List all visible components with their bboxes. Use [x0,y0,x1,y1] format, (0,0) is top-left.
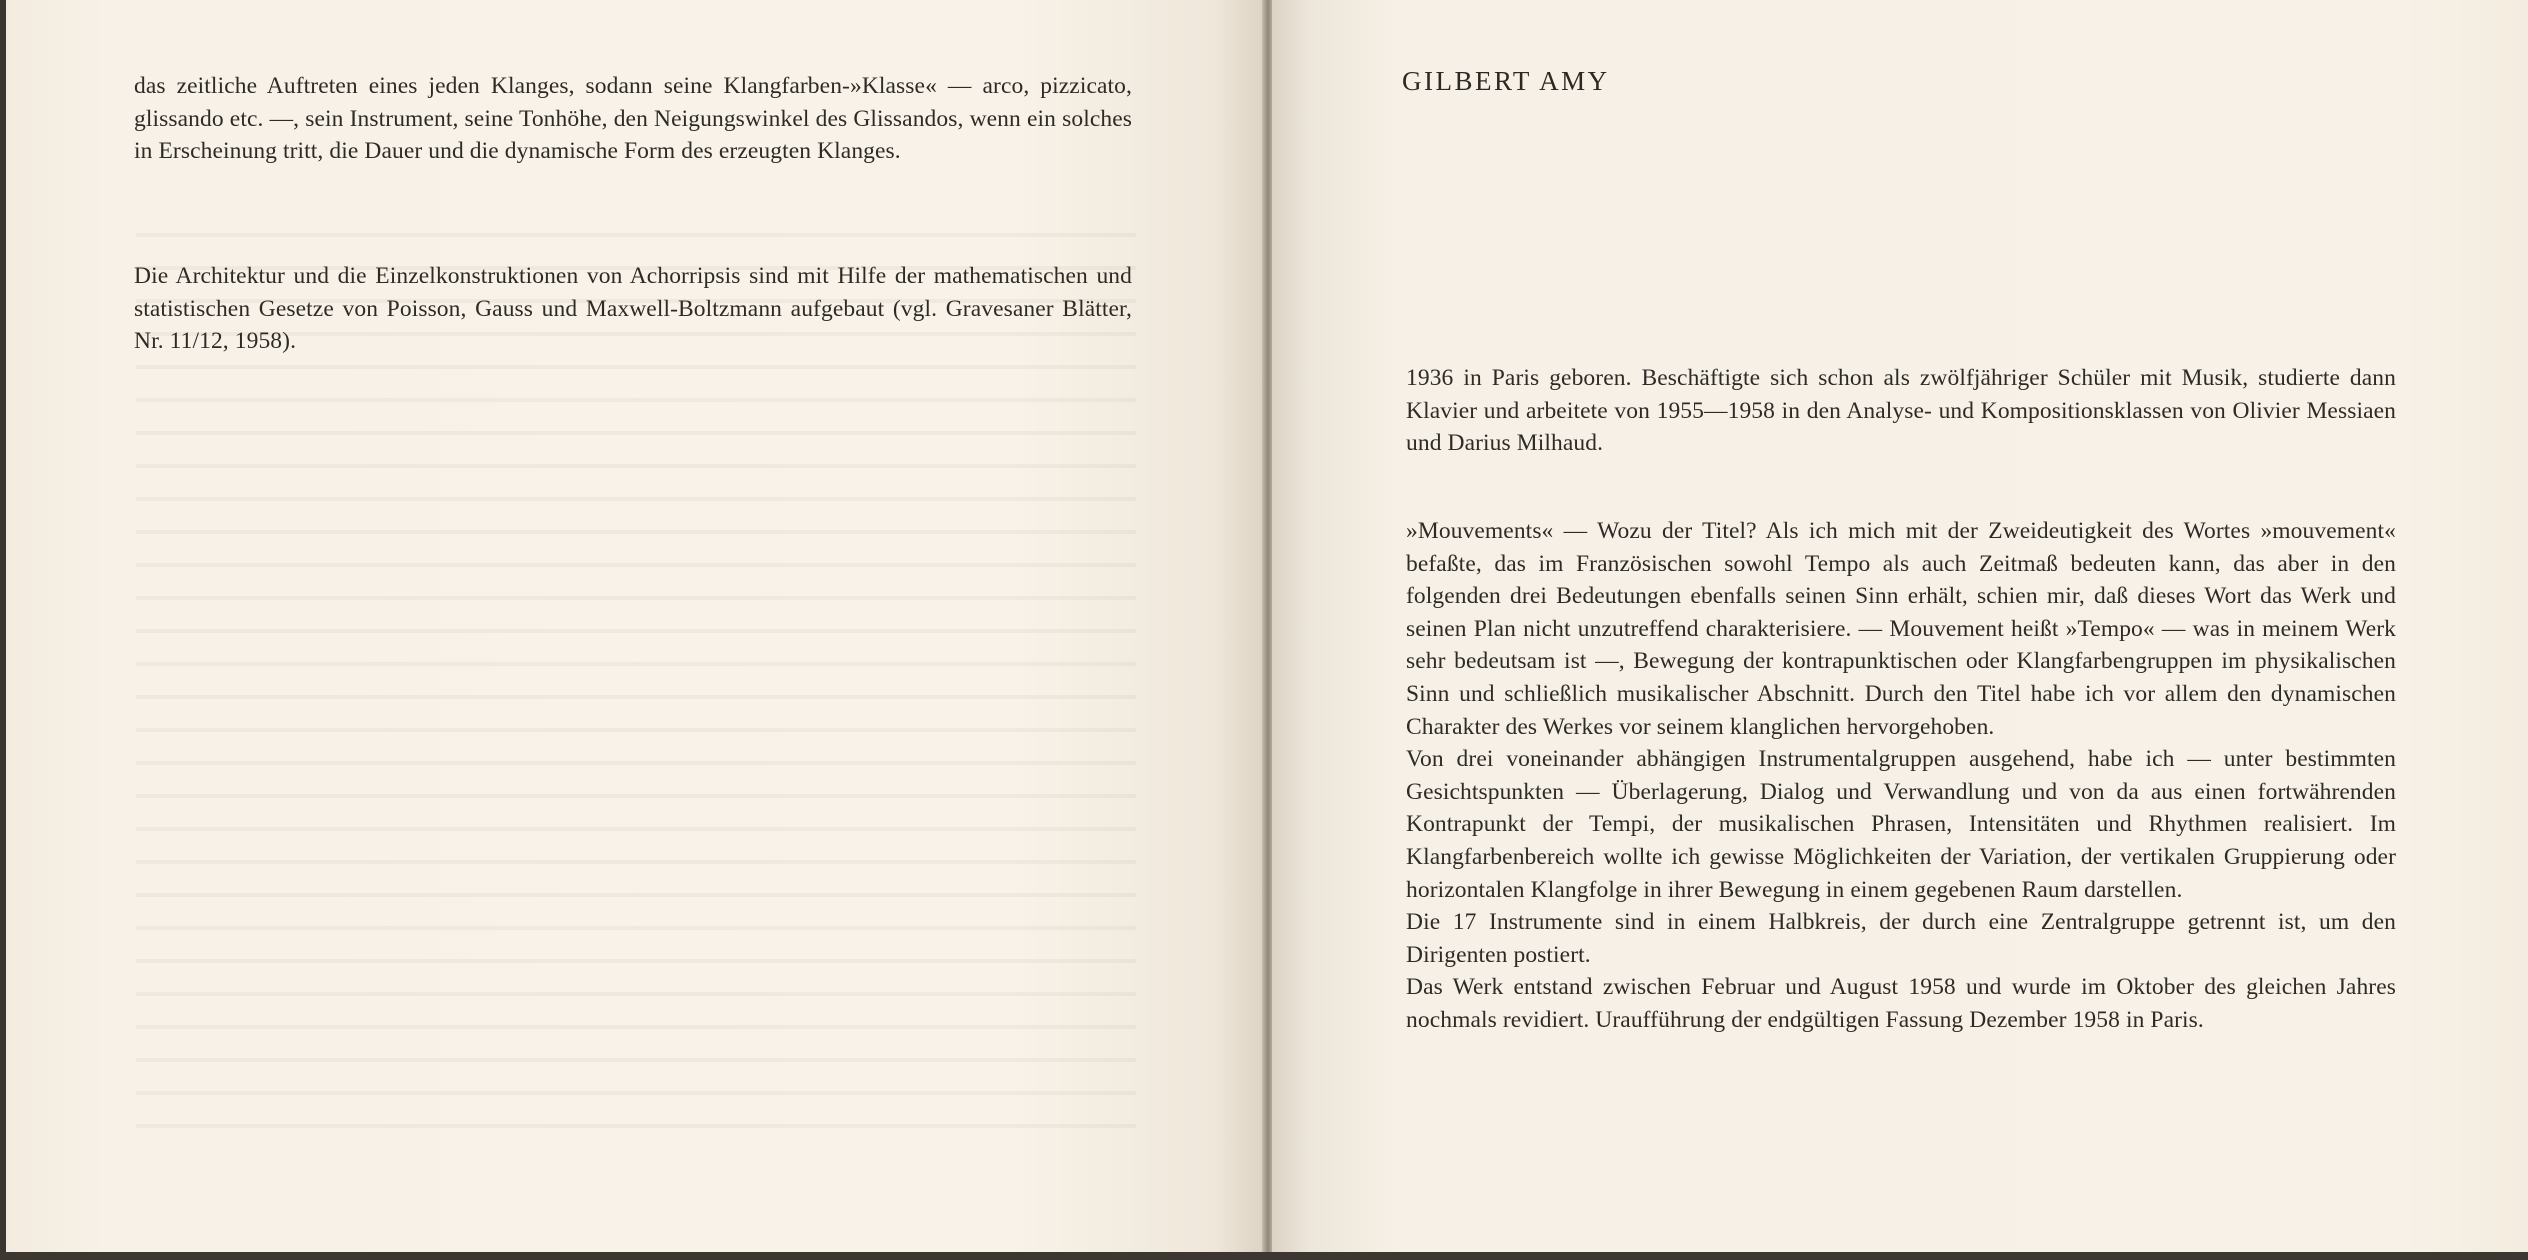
author-bio [1406,362,2396,460]
author-bio-text: 1936 in Paris geboren. Beschäftigte sich schon als zwölfjähriger Schüler mit Musik, studierte dann Klavier und arbeitete von 1955—1958 in den Analyse- und Kompositionsklassen von Olivier Messiaen und Darius Milhaud. [1406,365,2396,457]
left-paragraph-1 [134,70,1132,168]
work-paragraph: Die 17 Instrumente sind in einem Halbkreis, der durch eine Zentralgruppe getrennt ist, um den Dirigenten postiert. [1406,909,2396,968]
work-paragraph: »Mouvements« — Wozu der Titel? Als ich mich mit der Zweideutigkeit des Wortes »mouvement« befaßte, das im Französischen sowohl Tempo als auch Zeitmaß bedeuten kann, das aber in den folgenden drei Bedeutungen ebenfalls seinen Sinn erhält, schien mir, daß dieses Wort das Werk und seinen Plan nicht unzutreffend charakterisiere. — Mouvement heißt »Tempo« — was in meinem Werk sehr bedeutsam ist —, Bewegung der kontrapunktischen oder Klangfarbengruppen im physikalischen Sinn und schließlich musikalischer Abschnitt. Durch den Titel habe ich vor allem den dynamischen Charakter des Werkes vor seinem klanglichen hervorgehoben. [1406,518,2396,740]
left-paragraph-2 [134,260,1132,358]
work-paragraph: Das Werk entstand zwischen Februar und August 1958 und wurde im Oktober des gleichen Jahres nochmals revidiert. Uraufführung der endgültigen Fassung Dezember 1958 in Paris. [1406,974,2396,1033]
work-paragraph: Von drei voneinander abhängigen Instrumentalgruppen ausgehend, habe ich — unter bestimmten Gesichtspunkten — Überlagerung, Dialog und Verwandlung und von da aus einen fortwährenden Kontrapunkt der Tempi, der musikalischen Phrasen, Intensitäten und Rhythmen realisiert. Im Klangfarbenbereich wollte ich gewisse Möglichkeiten der Variation, der vertikalen Gruppierung oder horizontalen Klangfolge in ihrer Bewegung in einem gegebenen Raum darstellen. [1406,746,2396,903]
right-page [1272,0,2528,1254]
left-paragraph-2-text: Die Architektur und die Einzelkonstruktionen von Achorripsis sind mit Hilfe der mathematischen und statistischen Gesetze von Poisson, Gauss und Maxwell-Boltzmann aufgebaut (vgl. Gravesaner Blätter, Nr. 11/12, 1958). [134,263,1132,355]
left-page [6,0,1264,1254]
author-heading: GILBERT AMY [1402,66,1610,96]
left-paragraph-1-text: das zeitliche Auftreten eines jeden Klanges, sodann seine Klangfarben-»Klasse« — arco, pizzicato, glissando etc. —, sein Instrument, seine Tonhöhe, den Neigungswinkel des Glissandos, wenn ein solches in Erscheinung tritt, die Dauer und die dynamische Form des erzeugten Klanges. [134,73,1132,165]
table-surface-edge [0,1252,2528,1260]
work-description [1406,515,2396,1037]
